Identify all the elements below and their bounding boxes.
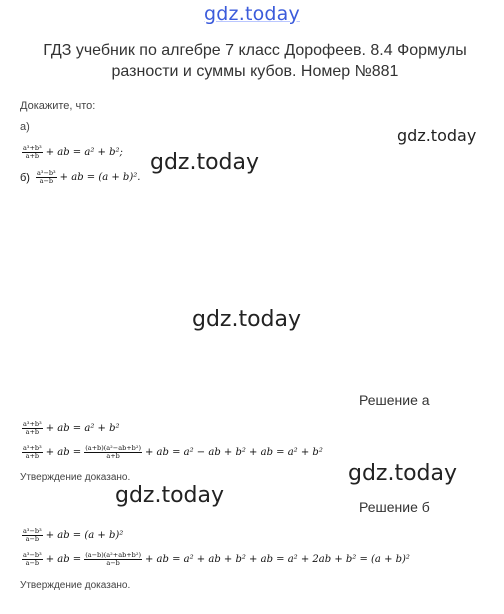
fraction — [84, 445, 142, 460]
watermark: gdz.today — [397, 126, 477, 145]
equation-rest: + ab = a² + b² — [45, 423, 120, 434]
fraction-numerator: a³−b³ — [23, 551, 42, 559]
fraction-numerator: a³+b³ — [23, 144, 42, 152]
fraction-numerator: (a+b)(a²−ab+b²) — [85, 444, 141, 452]
fraction-denominator: a+b — [25, 152, 40, 160]
fraction-numerator: a³+b³ — [23, 420, 42, 428]
solution-b-line-1 — [20, 528, 124, 543]
fraction-denominator: a−b — [25, 535, 40, 543]
solution-b-line-2 — [20, 552, 411, 567]
solution-a-line-1 — [20, 421, 120, 436]
fraction — [22, 552, 43, 567]
watermark: gdz.today — [150, 150, 260, 175]
watermark: gdz.today — [115, 483, 225, 508]
fraction-denominator: a+b — [25, 428, 40, 436]
task-equation-a — [20, 145, 124, 160]
fraction — [84, 552, 142, 567]
equation-rest: + ab = (a + b)² — [45, 530, 124, 541]
fraction-denominator: a+b — [106, 452, 120, 460]
solution-b-conclusion: Утверждение доказано. — [20, 580, 131, 591]
fraction — [22, 445, 43, 460]
equation-rest: + ab = a² + b²; — [45, 147, 123, 158]
fraction-numerator: (a−b)(a²+ab+b²) — [85, 551, 141, 559]
equation-rest: + ab = a² + ab + b² + ab = a² + 2ab + b² = (a + b)² — [145, 554, 410, 565]
fraction-numerator: a³−b³ — [23, 527, 42, 535]
solution-a-line-2 — [20, 445, 324, 460]
watermark: gdz.today — [348, 461, 458, 486]
fraction-denominator: a−b — [25, 559, 40, 567]
task-prompt: Докажите, что: — [20, 100, 96, 112]
equation-rest: + ab = a² − ab + b² + ab = a² + b² — [145, 447, 323, 458]
fraction — [36, 170, 57, 185]
task-equation-b — [20, 170, 141, 185]
fraction — [22, 528, 43, 543]
equation-rest: + ab = (a + b)². — [59, 172, 141, 183]
fraction — [22, 421, 43, 436]
task-label-b: б) — [20, 171, 30, 184]
site-logo[interactable]: gdz.today — [204, 3, 300, 25]
solution-a-conclusion: Утверждение доказано. — [20, 472, 131, 483]
fraction — [22, 145, 43, 160]
fraction-denominator: a+b — [25, 452, 40, 460]
fraction-denominator: a−b — [39, 177, 54, 185]
fraction-denominator: a−b — [106, 559, 120, 567]
watermark: gdz.today — [192, 307, 302, 332]
equation-middle: + ab = — [45, 554, 82, 565]
fraction-numerator: a³+b³ — [23, 444, 42, 452]
task-label-a: а) — [20, 121, 30, 133]
equation-middle: + ab = — [45, 447, 82, 458]
solution-a-heading: Решение а — [359, 392, 430, 408]
page-title: ГДЗ учебник по алгебре 7 класс Дорофеев. 8.4 Формулы разности и суммы кубов. Номер №881 — [43, 42, 467, 80]
fraction-numerator: a³−b³ — [36, 169, 56, 177]
solution-b-heading: Решение б — [359, 499, 430, 515]
